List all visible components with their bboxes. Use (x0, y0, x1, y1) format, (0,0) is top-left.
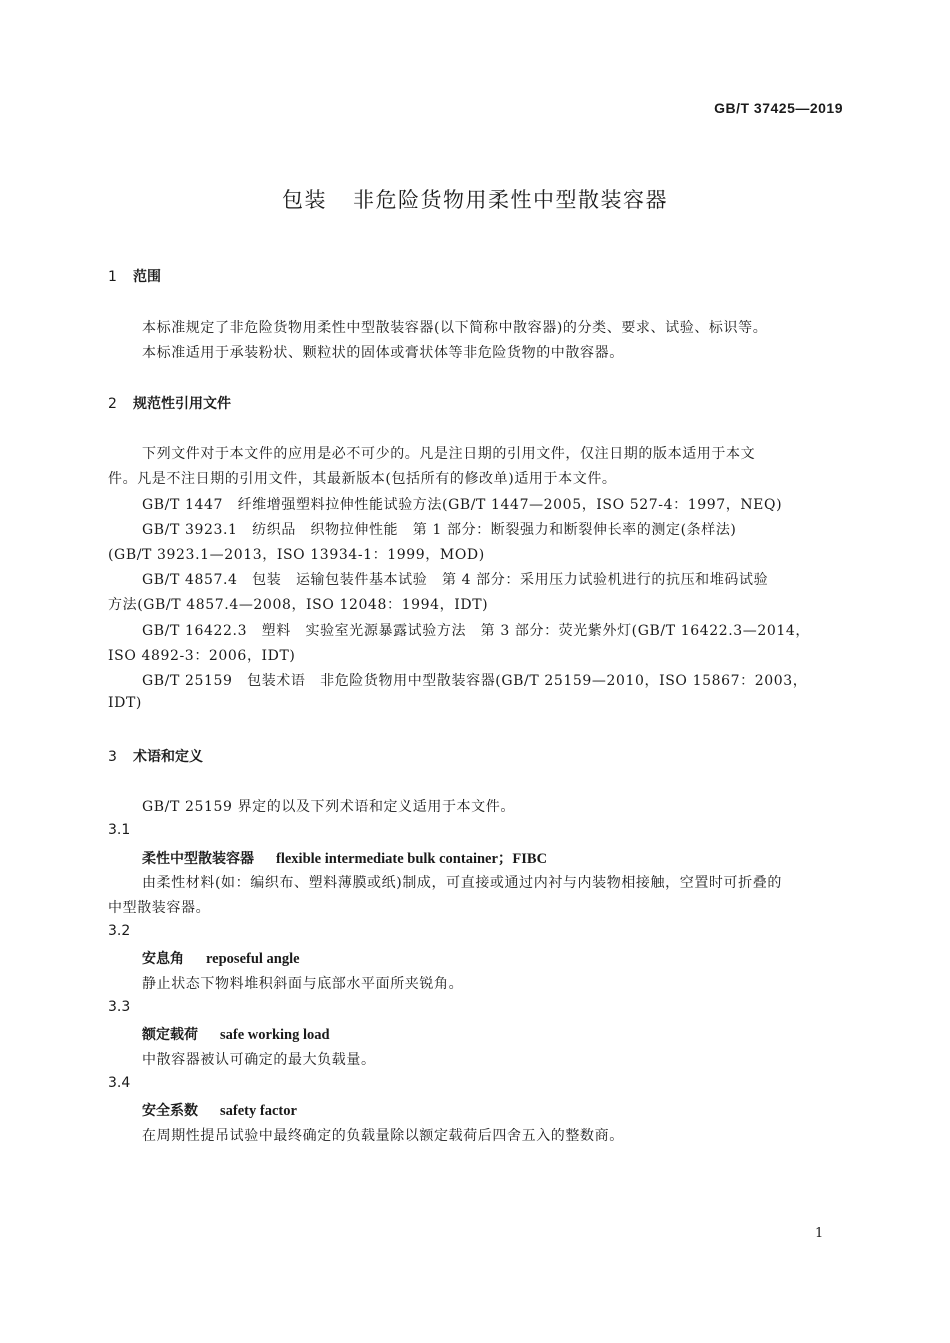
section-title: 术语和定义 (133, 749, 203, 765)
section-number: 2 (108, 396, 117, 412)
section-title: 范围 (133, 269, 161, 285)
clause-number: 3.2 (108, 923, 131, 939)
reference-item-2-cont: (GB/T 3923.1—2013，ISO 13934-1：1999，MOD) (108, 547, 485, 563)
title-part-1: 包装 (282, 188, 327, 212)
scope-paragraph-1: 本标准规定了非危险货物用柔性中型散装容器(以下简称中散容器)的分类、要求、试验、标识等。 (142, 320, 768, 336)
standard-code: GB/T 37425—2019 (714, 100, 843, 116)
section-number: 3 (108, 749, 117, 765)
title-part-2: 非危险货物用柔性中型散装容器 (353, 188, 668, 212)
reference-item-4-cont: ISO 4892-3：2006，IDT) (108, 648, 296, 664)
clause-number: 3.4 (108, 1075, 131, 1091)
term-entry (142, 1100, 297, 1120)
term-definition: 在周期性提吊试验中最终确定的负载量除以额定载荷后四舍五入的整数商。 (142, 1128, 624, 1144)
references-intro-line-2: 件。凡是不注日期的引用文件，其最新版本(包括所有的修改单)适用于本文件。 (108, 471, 617, 487)
section-3-heading (108, 746, 203, 766)
reference-item-5-cont: IDT) (108, 695, 142, 711)
term-entry (142, 948, 300, 968)
page-title (0, 184, 950, 214)
references-intro-line-1: 下列文件对于本文件的应用是必不可少的。凡是注日期的引用文件，仅注日期的版本适用于本文 (142, 446, 756, 462)
reference-item-3: GB/T 4857.4 包装 运输包装件基本试验 第 4 部分：采用压力试验机进行的抗压和堆码试验 (142, 572, 769, 588)
terms-intro: GB/T 25159 界定的以及下列术语和定义适用于本文件。 (142, 799, 515, 815)
term-chinese: 安息角 (142, 951, 184, 967)
section-number: 1 (108, 269, 117, 285)
term-definition-cont: 中型散装容器。 (108, 900, 211, 916)
scope-paragraph-2: 本标准适用于承装粉状、颗粒状的固体或膏状体等非危险货物的中散容器。 (142, 345, 624, 361)
term-entry (142, 847, 547, 868)
reference-item-3-cont: 方法(GB/T 4857.4—2008，ISO 12048：1994，IDT) (108, 597, 489, 613)
reference-item-4: GB/T 16422.3 塑料 实验室光源暴露试验方法 第 3 部分：荧光紫外灯(GB/T 16422.3—2014， (142, 623, 811, 639)
reference-item-1: GB/T 1447 纤维增强塑料拉伸性能试验方法(GB/T 1447—2005，ISO 527-4：1997，NEQ) (142, 497, 783, 513)
page-number: 1 (815, 1226, 824, 1241)
term-english: reposeful angle (206, 951, 300, 967)
section-2-heading (108, 393, 231, 413)
term-chinese: 额定载荷 (142, 1027, 198, 1043)
term-chinese: 柔性中型散装容器 (142, 851, 254, 867)
term-definition: 静止状态下物料堆积斜面与底部水平面所夹锐角。 (142, 976, 464, 992)
section-title: 规范性引用文件 (133, 396, 231, 412)
term-definition: 由柔性材料(如：编织布、塑料薄膜或纸)制成，可直接或通过内衬与内装物相接触，空置时可折叠的 (142, 875, 782, 891)
section-1-heading (108, 266, 161, 286)
term-english: safety factor (220, 1103, 297, 1119)
term-chinese: 安全系数 (142, 1103, 198, 1119)
reference-item-2: GB/T 3923.1 纺织品 织物拉伸性能 第 1 部分：断裂强力和断裂伸长率的测定(条样法) (142, 522, 737, 538)
clause-number: 3.3 (108, 999, 131, 1015)
term-entry (142, 1024, 330, 1044)
term-english: flexible intermediate bulk container；FIBC (276, 851, 548, 867)
term-definition: 中散容器被认可确定的最大负载量。 (142, 1052, 376, 1068)
clause-number: 3.1 (108, 822, 131, 838)
term-english: safe working load (220, 1027, 330, 1043)
reference-item-5: GB/T 25159 包装术语 非危险货物用中型散装容器(GB/T 25159—2010，ISO 15867：2003， (142, 673, 808, 689)
